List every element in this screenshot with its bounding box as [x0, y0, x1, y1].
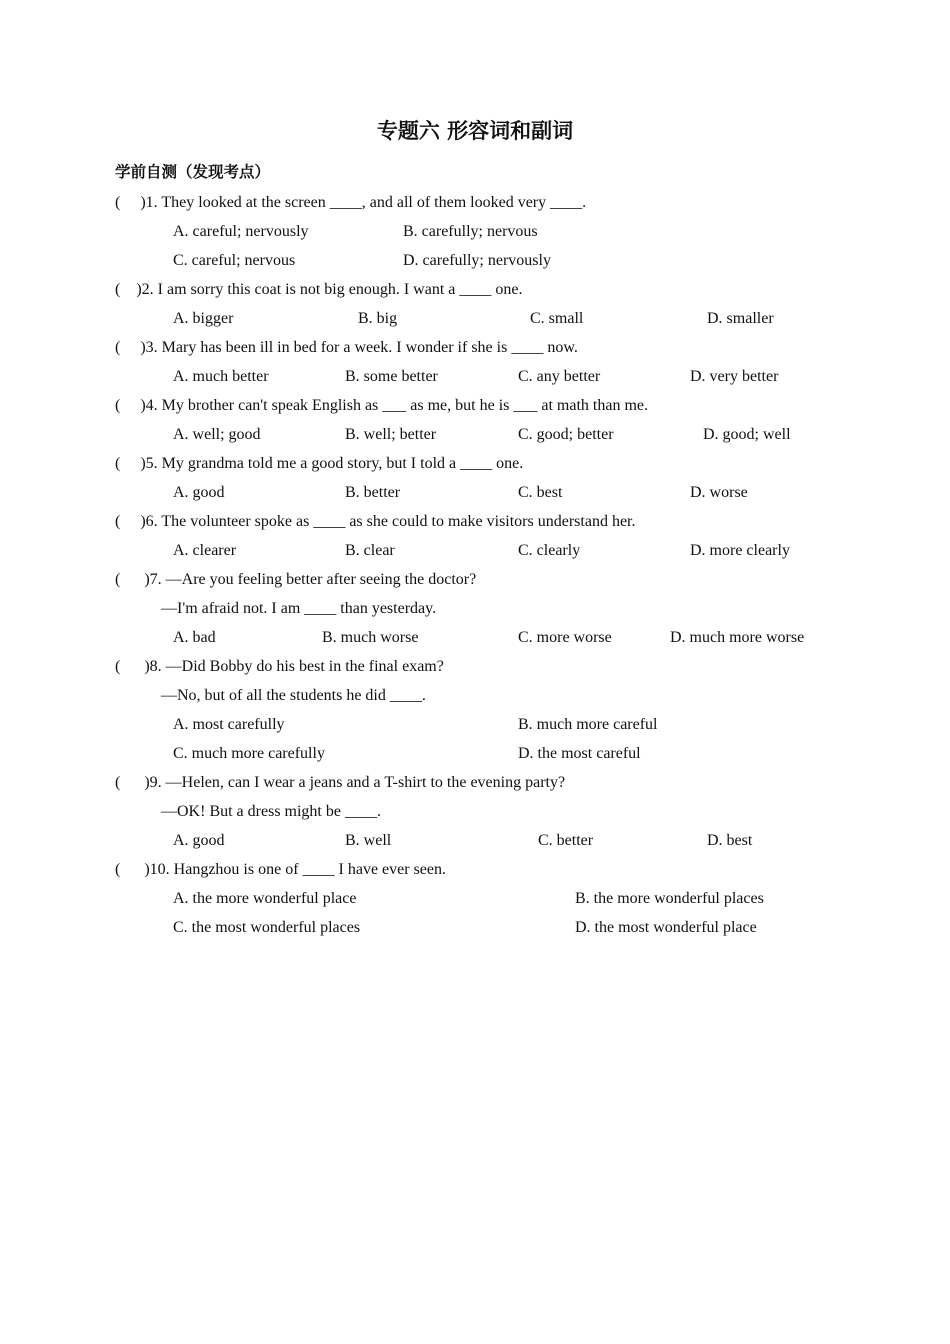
option-a: A. much better — [173, 368, 269, 385]
option-a: A. good — [173, 484, 225, 501]
question-reply: —OK! But a dress might be ____. — [161, 803, 381, 820]
option-a: A. bad — [173, 629, 216, 646]
option-d: D. the most wonderful place — [575, 919, 757, 936]
option-a: A. the more wonderful place — [173, 890, 357, 907]
option-b: B. clear — [345, 542, 395, 559]
option-a: A. bigger — [173, 310, 234, 327]
page-title: 专题六 形容词和副词 — [376, 119, 574, 143]
option-b: B. carefully; nervous — [403, 223, 538, 240]
option-a: A. careful; nervously — [173, 223, 309, 240]
question-stem: ( )6. The volunteer spoke as ____ as she could to make visitors understand her. — [115, 513, 636, 530]
option-d: D. best — [707, 832, 753, 849]
option-b: B. better — [345, 484, 401, 501]
option-a: A. clearer — [173, 542, 237, 559]
option-b: B. big — [358, 310, 398, 327]
question-stem: ( )1. They looked at the screen ____, and all of them looked very ____. — [115, 194, 587, 211]
option-d: D. the most careful — [518, 745, 641, 762]
option-a: A. well; good — [173, 426, 261, 443]
option-c: C. small — [530, 310, 584, 327]
question-stem: ( )4. My brother can't speak English as ___ as me, but he is ___ at math than me. — [115, 397, 648, 414]
option-c: C. any better — [518, 368, 601, 385]
question-stem: ( )8. —Did Bobby do his best in the final exam? — [115, 658, 444, 675]
option-c: C. more worse — [518, 629, 612, 646]
option-d: D. smaller — [707, 310, 774, 327]
option-b: B. much more careful — [518, 716, 658, 733]
question-stem: ( )3. Mary has been ill in bed for a week. I wonder if she is ____ now. — [115, 339, 578, 356]
question-stem: ( )2. I am sorry this coat is not big enough. I want a ____ one. — [115, 281, 523, 298]
option-c: C. careful; nervous — [173, 252, 296, 269]
section-heading: 学前自测（发现考点） — [115, 163, 271, 181]
question-stem: ( )10. Hangzhou is one of ____ I have ever seen. — [115, 861, 447, 878]
option-b: B. well — [345, 832, 392, 849]
option-b: B. the more wonderful places — [575, 890, 764, 907]
question-reply: —No, but of all the students he did ____. — [161, 687, 426, 704]
option-c: C. clearly — [518, 542, 581, 559]
option-c: C. good; better — [518, 426, 614, 443]
option-c: C. better — [538, 832, 594, 849]
option-b: B. well; better — [345, 426, 437, 443]
option-d: D. very better — [690, 368, 779, 385]
option-a: A. most carefully — [173, 716, 285, 733]
option-c: C. best — [518, 484, 563, 501]
option-d: D. carefully; nervously — [403, 252, 551, 269]
option-a: A. good — [173, 832, 225, 849]
option-d: D. more clearly — [690, 542, 790, 559]
option-b: B. some better — [345, 368, 438, 385]
option-c: C. the most wonderful places — [173, 919, 361, 936]
option-b: B. much worse — [322, 629, 419, 646]
option-c: C. much more carefully — [173, 745, 325, 762]
question-stem: ( )9. —Helen, can I wear a jeans and a T-shirt to the evening party? — [115, 774, 566, 791]
option-d: D. worse — [690, 484, 748, 501]
question-stem: ( )5. My grandma told me a good story, but I told a ____ one. — [115, 455, 524, 472]
option-d: D. much more worse — [670, 629, 805, 646]
option-d: D. good; well — [703, 426, 791, 443]
question-reply: —I'm afraid not. I am ____ than yesterday. — [161, 600, 437, 617]
question-stem: ( )7. —Are you feeling better after seeing the doctor? — [115, 571, 477, 588]
